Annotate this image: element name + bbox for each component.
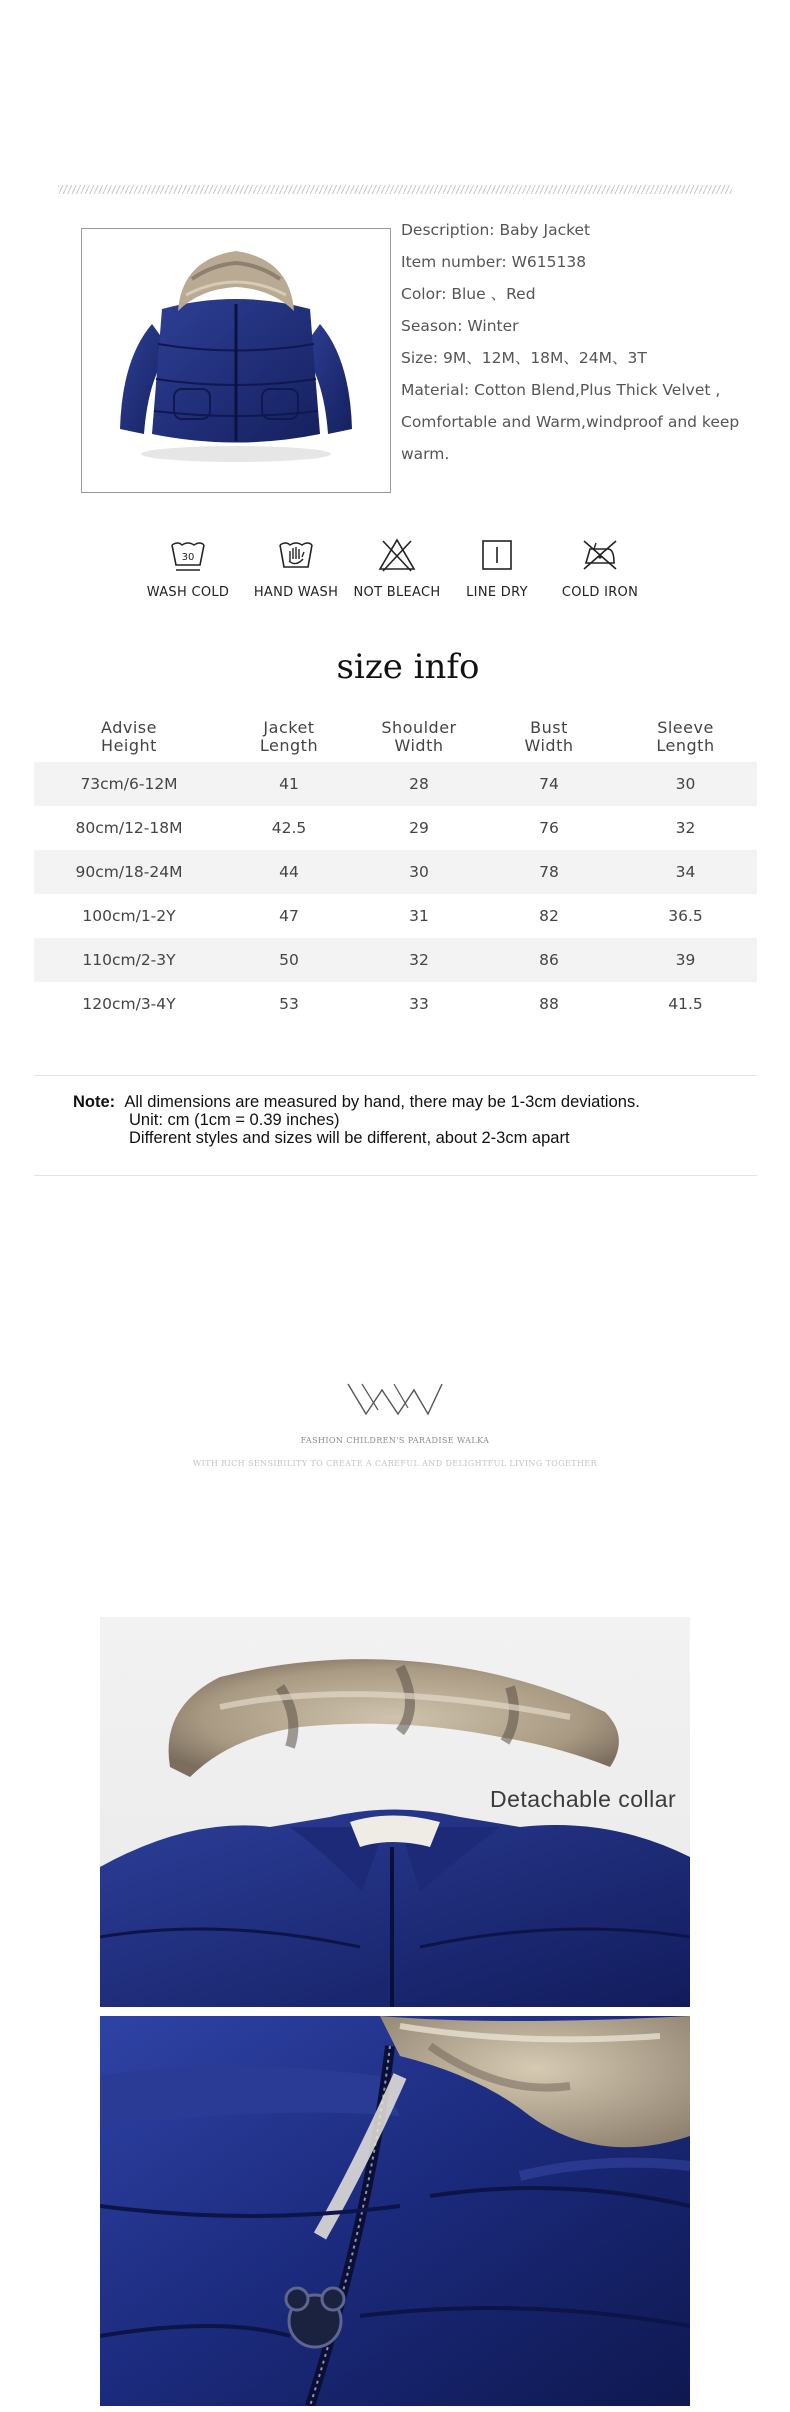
product-description <box>401 214 761 470</box>
table-row <box>34 806 757 850</box>
table-cell: 74 <box>484 762 614 806</box>
description-label: Description: <box>401 221 495 239</box>
baby-jacket-illustration <box>82 229 390 492</box>
material-value: Cotton Blend,Plus Thick Velvet , <box>474 381 721 399</box>
care-line-dry <box>437 535 557 605</box>
care-cold-iron <box>540 535 660 605</box>
brand-tagline-1: FASHION CHILDREN'S PARADISE WALKA <box>300 1436 490 1445</box>
table-cell: 110cm/2-3Y <box>34 938 224 982</box>
color-label: Color: <box>401 285 447 303</box>
table-cell: 41 <box>224 762 354 806</box>
measurement-note <box>73 1093 763 1147</box>
care-label: HAND WASH <box>253 585 339 600</box>
note-bottom-divider <box>34 1175 757 1176</box>
note-line-2: Unit: cm (1cm = 0.39 inches) <box>129 1111 340 1129</box>
table-cell: 80cm/12-18M <box>75 819 183 837</box>
table-cell: 33 <box>409 995 429 1013</box>
care-label: NOT BLEACH <box>353 585 441 600</box>
table-row <box>34 982 757 1026</box>
table-cell: 36.5 <box>668 907 703 925</box>
material-line-2: Comfortable and Warm,windproof and keep <box>401 413 740 431</box>
note-top-divider <box>34 1075 757 1076</box>
hand-wash-icon <box>276 535 316 575</box>
header-jacket-length: Jacket Length <box>259 718 319 755</box>
svg-text:30: 30 <box>181 552 195 563</box>
cold-iron-icon <box>580 535 620 575</box>
color-value: Blue 、Red <box>451 285 536 303</box>
table-cell: 50 <box>224 938 354 982</box>
note-line-3: Different styles and sizes will be different, about 2-3cm apart <box>129 1129 570 1147</box>
item-number-row <box>401 246 761 278</box>
material-line-3: warm. <box>401 445 450 463</box>
hatched-divider <box>58 185 732 194</box>
season-row <box>401 310 761 342</box>
table-cell: 30 <box>354 850 484 894</box>
table-cell: 78 <box>484 850 614 894</box>
zipper-detail-photo <box>100 2016 690 2406</box>
size-info-title: size info <box>336 647 480 687</box>
table-row <box>34 938 757 982</box>
table-cell: 90cm/18-24M <box>34 850 224 894</box>
table-cell: 86 <box>484 938 614 982</box>
size-row <box>401 342 761 374</box>
note-line-1: All dimensions are measured by hand, there may be 1-3cm deviations. <box>124 1093 640 1111</box>
table-cell: 88 <box>539 995 559 1013</box>
season-value: Winter <box>467 317 519 335</box>
product-image-frame <box>81 228 391 493</box>
table-cell: 28 <box>354 762 484 806</box>
table-cell: 29 <box>409 819 429 837</box>
table-cell: 41.5 <box>668 995 703 1013</box>
table-cell: 42.5 <box>271 819 307 837</box>
table-cell: 120cm/3-4Y <box>82 995 176 1013</box>
material-label: Material: <box>401 381 470 399</box>
item-number-label: Item number: <box>401 253 507 271</box>
header-sleeve-length: Sleeve Length <box>656 718 715 755</box>
size-table <box>34 712 757 1026</box>
brand-logo-icon <box>346 1380 444 1420</box>
table-cell: 30 <box>614 762 757 806</box>
table-cell: 32 <box>354 938 484 982</box>
color-row <box>401 278 761 310</box>
description-row <box>401 214 761 246</box>
line-dry-icon <box>477 535 517 575</box>
care-wash-cold <box>128 535 248 605</box>
note-label: Note <box>73 1093 110 1111</box>
table-cell: 32 <box>675 819 696 837</box>
table-cell: 39 <box>614 938 757 982</box>
care-label: LINE DRY <box>466 585 528 600</box>
wash-cold-icon <box>168 535 208 575</box>
table-row <box>34 762 757 806</box>
table-cell: 53 <box>279 995 299 1013</box>
table-cell: 73cm/6-12M <box>34 762 224 806</box>
table-cell: 82 <box>539 907 559 925</box>
item-number-value: W615138 <box>511 253 587 271</box>
table-cell: 31 <box>409 907 429 925</box>
size-value: 9M、12M、18M、24M、3T <box>442 349 647 367</box>
size-table-header <box>34 712 757 762</box>
table-cell: 44 <box>224 850 354 894</box>
zipper-photo-illustration <box>100 2016 690 2406</box>
care-label: COLD IRON <box>561 585 639 600</box>
description-value: Baby Jacket <box>499 221 591 239</box>
table-row <box>34 894 757 938</box>
table-cell: 47 <box>279 907 299 925</box>
collar-caption: Detachable collar <box>490 1786 677 1812</box>
season-label: Season: <box>401 317 463 335</box>
size-label: Size: <box>401 349 439 367</box>
table-cell: 100cm/1-2Y <box>82 907 176 925</box>
not-bleach-icon <box>377 535 417 575</box>
header-shoulder-width: Shoulder Width <box>381 718 457 755</box>
header-bust-width: Bust Width <box>524 718 574 755</box>
material-row <box>401 374 761 406</box>
table-row <box>34 850 757 894</box>
care-label: WASH COLD <box>146 585 230 600</box>
note-colon: : <box>109 1093 116 1111</box>
table-cell: 76 <box>539 819 559 837</box>
brand-tagline-2: WITH RICH SENSIBILITY TO CREATE A CAREFUL AND DELIGHTFUL LIVING TOGETHER <box>192 1459 598 1468</box>
header-advise-height: Advise Height <box>101 718 157 755</box>
table-cell: 34 <box>614 850 757 894</box>
